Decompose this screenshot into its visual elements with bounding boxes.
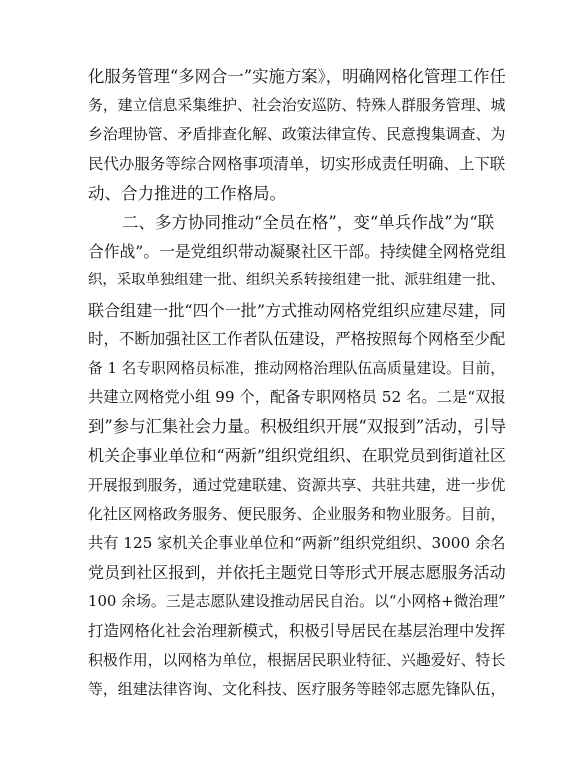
text-line: 合作战”。一是党组织带动凝聚社区干部。持续健全网格党组 (88, 242, 506, 262)
text-line: 化服务管理“多网合一”实施方案》，明确网格化管理工作任 (88, 67, 506, 86)
text-line: 积极作用，以网格为单位，根据居民职业特征、兴趣爱好、特长 (88, 650, 506, 669)
text-line: 等，组建法律咨询、文化科技、医疗服务等睦邻志愿先锋队伍， (88, 679, 506, 698)
text-line: 共有 125 家机关企事业单位和“两新”组织党组织、3000 余名 (88, 534, 506, 552)
text-line: 共建立网格党小组 99 个，配备专职网格员 52 名。二是“双报 (88, 388, 506, 407)
text-line: 党员到社区报到，并依托主题党日等形式开展志愿服务活动 (88, 563, 506, 583)
body-text (88, 62, 506, 704)
text-line: 民代办服务等综合网格事项清单，切实形成责任明确、上下联 (88, 154, 506, 173)
text-line: 化社区网格政务服务、便民服务、企业服务和物业服务。目前， (88, 504, 506, 523)
text-line: 时，不断加强社区工作者队伍建设，严格按照每个网格至少配 (88, 329, 506, 348)
text-line: 打造网格化社会治理新模式，积极引导居民在基层治理中发挥 (88, 621, 506, 640)
text-line: 乡治理协管、矛盾排查化解、政策法律宣传、民意搜集调查、为 (88, 125, 506, 144)
text-line: 开展报到服务，通过党建联建、资源共享、共驻共建，进一步优 (88, 475, 506, 494)
text-line: 务，建立信息采集维护、社会治安巡防、特殊人群服务管理、城 (88, 96, 506, 115)
text-line: 联合组建一批“四个一批”方式推动网格党组织应建尽建，同 (88, 300, 506, 320)
text-line: 动、合力推进的工作格局。 (88, 183, 286, 203)
text-line: 100 余场。三是志愿队建设推动居民自治。以“小网格+微治理” (88, 592, 506, 611)
text-line: 到”参与汇集社会力量。积极组织开展“双报到”活动，引导 (88, 417, 507, 437)
text-line: 备 1 名专职网格员标准，推动网格治理队伍高质量建设。目前， (88, 359, 506, 377)
section-heading-line: 二、多方协同推动“全员在格”，变“单兵作战”为“联 (122, 212, 495, 232)
text-line: 织，采取单独组建一批、组织关系转接组建一批、派驻组建一批、 (88, 272, 505, 289)
text-line: 机关企事业单位和“两新”组织党组织、在职党员到街道社区 (88, 446, 506, 466)
